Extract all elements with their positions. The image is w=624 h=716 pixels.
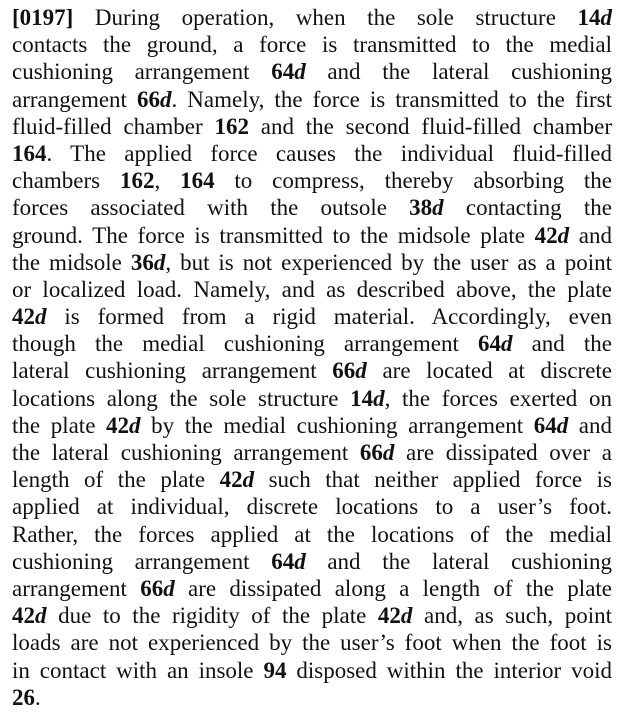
- text-line: [12, 86, 612, 113]
- text-line: [12, 140, 612, 167]
- text-line: [12, 412, 612, 439]
- reference-suffix: d: [355, 358, 367, 384]
- reference-numeral: 66d: [137, 86, 172, 112]
- text-run: . The applied force causes the individual fluid-filled: [46, 140, 612, 166]
- text-line: [12, 629, 612, 656]
- text-run: lateral cushioning arrangement: [12, 358, 333, 384]
- reference-numeral: 14d: [350, 385, 385, 411]
- reference-suffix: d: [500, 331, 513, 357]
- text-line: [12, 303, 612, 330]
- reference-suffix: d: [242, 467, 255, 493]
- text-line: [12, 575, 612, 602]
- reference-numeral: 66d: [140, 575, 175, 601]
- text-line: [12, 222, 612, 249]
- text-run: the lateral cushioning arrangement: [12, 440, 360, 465]
- reference-suffix: d: [153, 249, 166, 275]
- text-run: and the lateral cushioning: [305, 548, 612, 574]
- text-run: Rather, the forces applied at the locations of the medial: [12, 521, 612, 547]
- text-run: contacting the: [443, 195, 612, 221]
- reference-suffix: d: [382, 440, 395, 465]
- text-line: [12, 58, 612, 85]
- reference-suffix: d: [35, 304, 47, 330]
- text-run: .: [35, 684, 41, 710]
- text-run: contacts the ground, a force is transmitted to the medial: [12, 32, 612, 58]
- text-line: [12, 357, 612, 384]
- text-line: [12, 657, 612, 684]
- reference-numeral: 64d: [477, 331, 513, 357]
- text-run: ground. The force is transmitted to the midsole plate: [12, 222, 535, 248]
- reference-suffix: d: [129, 412, 141, 438]
- text-run: During operation, when the sole structure: [73, 5, 578, 30]
- text-line: [12, 602, 612, 629]
- text-run: , the forces exerted on: [384, 385, 612, 411]
- reference-numeral: 42d: [106, 412, 141, 438]
- reference-numeral: 42d: [377, 603, 413, 629]
- reference-suffix: d: [163, 575, 175, 601]
- reference-suffix: d: [160, 86, 172, 112]
- reference-numeral: 42d: [534, 222, 570, 248]
- text-line: [12, 4, 612, 31]
- text-run: locations along the sole structure: [12, 385, 351, 411]
- reference-numeral: 14d: [577, 5, 612, 30]
- reference-numeral: 164: [180, 168, 215, 194]
- text-run: arrangement: [12, 86, 137, 112]
- text-line: [12, 249, 612, 276]
- text-line: [12, 194, 612, 221]
- text-run: are dissipated over a: [394, 440, 612, 465]
- text-run: are dissipated along a length of the plate: [174, 575, 612, 601]
- reference-numeral: 26: [12, 684, 35, 710]
- reference-numeral: 42d: [219, 467, 255, 493]
- text-line: [12, 493, 612, 520]
- reference-numeral: 164: [12, 140, 47, 166]
- text-run: such that neither applied force is: [254, 467, 612, 493]
- text-run: and the: [512, 331, 612, 357]
- reference-numeral: 64d: [271, 548, 306, 574]
- text-run: length of the plate: [12, 467, 220, 493]
- text-run: fluid-filled chamber: [12, 113, 215, 139]
- reference-suffix: d: [557, 222, 570, 248]
- reference-suffix: d: [556, 412, 569, 438]
- reference-numeral: 36d: [130, 249, 166, 275]
- reference-suffix: d: [35, 603, 47, 629]
- reference-numeral: 42d: [12, 304, 47, 330]
- text-line: [12, 439, 612, 466]
- reference-suffix: d: [400, 603, 413, 629]
- text-line: [12, 31, 612, 58]
- reference-numeral: 162: [214, 113, 249, 139]
- text-run: and: [569, 222, 612, 248]
- text-run: chambers: [12, 168, 120, 194]
- text-run: and: [568, 412, 612, 438]
- text-run: disposed within the interior void: [286, 657, 612, 683]
- text-line: [12, 276, 612, 303]
- reference-numeral: 162: [119, 168, 155, 194]
- text-run: cushioning arrangement: [12, 548, 272, 574]
- reference-suffix: d: [373, 385, 385, 411]
- text-run: in contact with an insole: [12, 657, 264, 683]
- reference-suffix: d: [294, 548, 306, 574]
- paragraph-0197: [12, 4, 612, 711]
- text-run: , but is not experienced by the user as a point: [165, 249, 612, 275]
- text-run: due to the rigidity of the plate: [46, 603, 378, 629]
- text-run: are located at discrete: [366, 358, 612, 384]
- reference-numeral: 38d: [409, 195, 444, 221]
- text-run: ,: [154, 168, 181, 194]
- text-line: [12, 548, 612, 575]
- text-line: [12, 521, 612, 548]
- text-run: though the medial cushioning arrangement: [12, 331, 478, 357]
- text-line: [12, 684, 612, 711]
- text-run: applied at individual, discrete locations to a user’s foot.: [12, 494, 612, 520]
- reference-suffix: d: [600, 5, 612, 30]
- text-line: [12, 466, 612, 493]
- text-run: or localized load. Namely, and as described above, the plate: [12, 276, 612, 302]
- reference-numeral: 64d: [533, 412, 569, 438]
- text-run: . Namely, the force is transmitted to the first: [171, 86, 612, 112]
- reference-numeral: 66d: [359, 440, 395, 465]
- reference-suffix: d: [294, 59, 306, 85]
- text-line: [12, 113, 612, 140]
- text-run: loads are not experienced by the user’s foot when the foot is: [12, 630, 612, 656]
- text-run: forces associated with the outsole: [12, 195, 410, 221]
- reference-numeral: 66d: [332, 358, 367, 384]
- text-run: arrangement: [12, 575, 141, 601]
- text-line: [12, 167, 612, 194]
- text-run: and the second fluid-filled chamber: [248, 113, 612, 139]
- text-run: the plate: [12, 412, 107, 438]
- text-run: cushioning arrangement: [12, 59, 272, 85]
- text-run: and, as such, point: [412, 603, 612, 629]
- text-run: the midsole: [12, 249, 131, 275]
- reference-numeral: 42d: [12, 603, 47, 629]
- paragraph-number: [0197]: [12, 5, 74, 30]
- text-line: [12, 385, 612, 412]
- text-run: and the lateral cushioning: [305, 59, 612, 85]
- text-run: is formed from a rigid material. Accordingly, even: [46, 304, 612, 330]
- reference-numeral: 64d: [271, 59, 306, 85]
- text-line: [12, 330, 612, 357]
- text-run: to compress, thereby absorbing the: [214, 168, 612, 194]
- document-page: [12, 0, 612, 716]
- text-run: by the medial cushioning arrangement: [140, 412, 534, 438]
- reference-numeral: 94: [263, 657, 287, 683]
- reference-suffix: d: [432, 195, 444, 221]
